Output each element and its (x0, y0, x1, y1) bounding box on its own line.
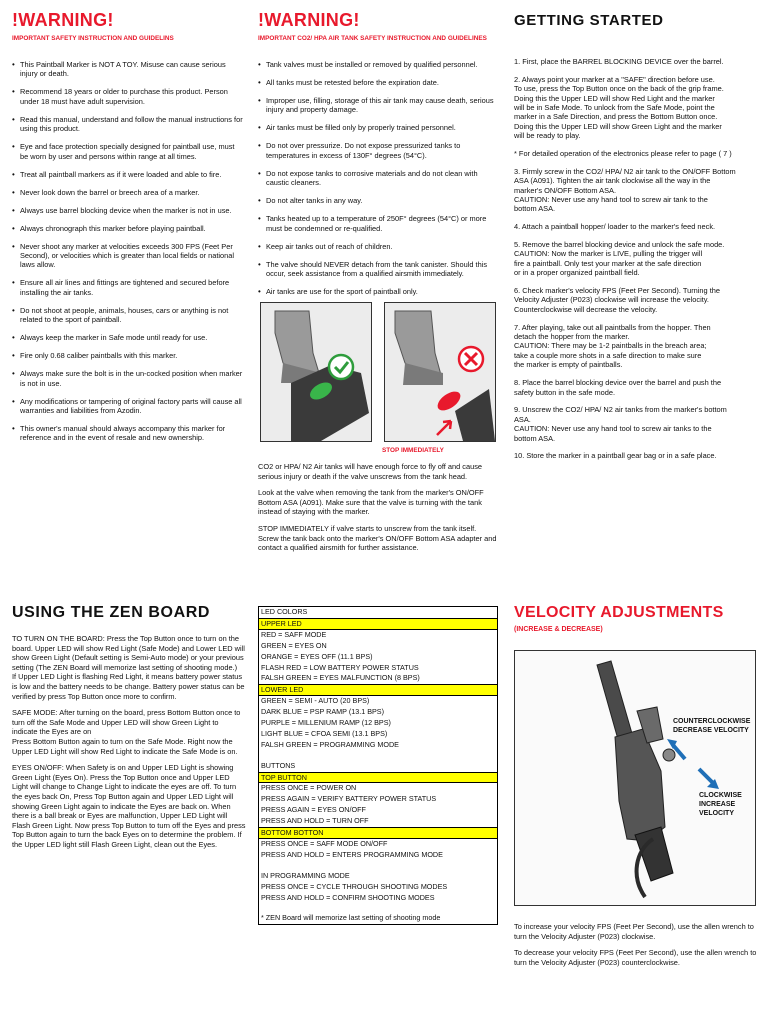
table-row: ORANGE = EYES OFF (11.1 BPS) (261, 651, 373, 661)
bullet-item: • This owner's manual should always accompany this marker for reference and in the event of resale and new ownership. (12, 424, 244, 443)
table-row: GREEN = SEMI - AUTO (20 BPS) (261, 696, 370, 706)
step-item: 5. Remove the barrel blocking device and unlock the safe mode. CAUTION: Now the marker is LIVE, pulling the trigger will fire a paintball. Only test your marker at the safe direction or in a proper organized paintball field. (514, 240, 725, 278)
bullet-item: • Do not shoot at people, animals, houses, cars or anything is not related to the sport of paintball. (12, 306, 244, 325)
bullet-item: • Never look down the barrel or breech area of a marker. (12, 188, 244, 197)
table-section-header: BOTTOM BOTTON (259, 827, 497, 839)
getting-started-steps (514, 57, 762, 461)
step-item: 6. Check marker's velocity FPS (Feet Per Second). Turning the Velocity Adjuster (P023) clockwise will increase the velocity. Counterclockwise will decrease the velocity. (514, 286, 720, 314)
bullet-item: • All tanks must be retested before the expiration date. (258, 78, 498, 87)
table-row: PRESS AND HOLD = TURN OFF (261, 816, 369, 826)
safety-bullet-list (12, 60, 244, 443)
table-row: IN PROGRAMMING MODE (261, 870, 350, 880)
step-item: 7. After playing, take out all paintballs from the hopper. Then detach the hopper from the marker. CAUTION: There may be 1-2 paintballs in the breach area; take a couple more shots in a safe direction to make sure the marker is empty of paintballs. (514, 322, 711, 370)
table-row: PRESS AND HOLD = ENTERS PROGRAMMING MODE (261, 849, 443, 859)
table-row (259, 751, 497, 761)
stop-immediately-label: STOP IMMEDIATELY (382, 447, 444, 454)
table-row: PRESS AND HOLD = CONFIRM SHOOTING MODES (261, 892, 435, 902)
velocity-adjuster-image (514, 650, 756, 906)
bullet-item: • Do not alter tanks in any way. (258, 196, 498, 205)
bullet-item: • Do not over pressurize. Do not expose pressurized tanks to temperatures in excess of 130F° degrees (54°C). (258, 141, 498, 160)
bullet-item: • Keep air tanks out of reach of children. (258, 242, 498, 251)
warning-title: !WARNING! (12, 10, 114, 30)
tank-warning-subtitle: IMPORTANT CO2/ HPA AIR TANK SAFETY INSTRUCTION AND GUIDELINES (258, 35, 487, 42)
bullet-item: • Always chronograph this marker before playing paintball. (12, 224, 244, 233)
table-row: GREEN = EYES ON (261, 640, 327, 650)
table-section-header: UPPER LED (259, 618, 497, 630)
bullet-item: • Read this manual, understand and follow the manual instructions for using this product. (12, 115, 244, 134)
bullet-item: • Tanks heated up to a temperature of 250F° degrees (54°C) or more must be condemned or re-qualified. (258, 214, 498, 233)
step-item: * For detailed operation of the electronics please refer to page ( 7 ) (514, 149, 732, 159)
table-row: LIGHT BLUE = CFOA SEMI (13.1 BPS) (261, 728, 388, 738)
paragraph: Look at the valve when removing the tank from the marker's ON/OFF Bottom ASA (A091). Make sure that the valve is turning with the tank instead of staying with the marker. (258, 488, 484, 517)
velocity-section (514, 604, 762, 633)
table-row: PRESS AGAIN = EYES ON/OFF (261, 805, 366, 815)
velocity-paragraphs (514, 922, 762, 974)
tank-incorrect-illustration (385, 303, 495, 441)
counterclockwise-label: COUNTERCLOCKWISE DECREASE VELOCITY (673, 718, 751, 734)
clockwise-label: CLOCKWISE INCREASE VELOCITY (699, 792, 742, 817)
table-row: PURPLE = MILLENIUM RAMP (12 BPS) (261, 718, 391, 728)
safety-warning-column (12, 10, 244, 451)
bullet-item: • Never shoot any marker at velocities exceeds 300 FPS (Feet Per Second), or velocities which is greater than local fields or national laws allow. (12, 242, 244, 270)
table-row: DARK BLUE = PSP RAMP (13.1 BPS) (261, 707, 384, 717)
table-row: FLASH RED = LOW BATTERY POWER STATUS (261, 662, 419, 672)
tank-correct-image (260, 302, 372, 442)
led-colors-table (258, 606, 498, 925)
table-row: * ZEN Board will memorize last setting of shooting mode (261, 913, 441, 923)
table-row (259, 903, 497, 913)
paragraph: To increase your velocity FPS (Feet Per Second), use the allen wrench to turn the Velocity Adjuster (P023) clockwise. (514, 922, 754, 941)
table-row: FALSH GREEN = EYES MALFUNCTION (8 BPS) (261, 673, 420, 683)
tank-correct-illustration (261, 303, 371, 441)
tank-paragraphs (258, 462, 498, 560)
bullet-item: • Recommend 18 years or older to purchase this product. Person under 18 must have adult supervision. (12, 87, 244, 106)
bullet-item: • Improper use, filling, storage of this air tank may cause death, serious injury and property damage. (258, 96, 498, 115)
table-section-header: TOP BUTTON (259, 772, 497, 784)
zen-board-section (12, 604, 246, 856)
velocity-subtitle: (INCREASE & DECREASE) (514, 626, 603, 633)
step-item: 9. Unscrew the CO2/ HPA/ N2 air tanks from the marker's bottom ASA. CAUTION: Never use any hand tool to screw air tanks to the bottom ASA. (514, 405, 727, 443)
getting-started-title: GETTING STARTED (514, 12, 664, 29)
bullet-item: • Eye and face protection specially designed for paintball use, must be worn by user and persons within range at all times. (12, 142, 244, 161)
table-row: PRESS ONCE = SAFF MODE ON/OFF (261, 839, 388, 849)
table-row: BUTTONS (261, 760, 296, 770)
bullet-item: • Air tanks are use for the sport of paintball only. (258, 287, 498, 296)
zen-board-title: USING THE ZEN BOARD (12, 604, 211, 621)
step-item: 8. Place the barrel blocking device over the barrel and push the safety button in the safe mode. (514, 378, 722, 397)
step-item: 10. Store the marker in a paintball gear bag or in a safe place. (514, 451, 717, 461)
bullet-item: • Always use barrel blocking device when the marker is not in use. (12, 206, 244, 215)
table-row: PRESS AGAIN = VERIFY BATTERY POWER STATUS (261, 794, 437, 804)
zen-board-paragraphs (12, 634, 246, 849)
paragraph: STOP IMMEDIATELY if valve starts to unscrew from the tank itself. Screw the tank back onto the marker's ON/OFF Bottom ASA adapter and contact a qualified airsmith for further assistance. (258, 523, 497, 553)
table-row: PRESS ONCE = POWER ON (261, 783, 357, 793)
bullet-item: • This Paintball Marker is NOT A TOY. Misuse can cause serious injury or death. (12, 60, 244, 79)
bullet-item: • Any modifications or tampering of original factory parts will cause all warranties and liabilities from Azodin. (12, 397, 244, 416)
table-row: FALSH GREEN = PROGRAMMING MODE (261, 739, 399, 749)
paragraph: TO TURN ON THE BOARD: Press the Top Button once to turn on the board. Upper LED will show Red Light (Safe Mode) and Lower LED will show Green Light (Default setting is Semi-Auto mode) or your previous setting (The ZEN Board will memorize last setting of shooting mode.) If Upper LED Light is flashing Red Light, it means battery power status is low and the battery needs to be change. Battery power status can be verified by press Top Button once more to confirm. (12, 634, 245, 701)
table-row: LED COLORS (261, 607, 308, 616)
step-item: 2. Always point your marker at a "SAFE" direction before use. To use, press the Top Button once on the back of the grip frame. Doing this the Upper LED will show Red Light and the marker will be in Safe Mode. To unlock from the Safe Mode, point the marker in a Safe Direction, and press the Bottom Button once. Doing this the Upper LED will show Green Light and the marker will be ready to play. (514, 74, 724, 141)
checkmark-icon (329, 355, 353, 379)
paragraph: CO2 or HPA/ N2 Air tanks will have enough force to fly off and cause serious injury or death if the valve unscrews from the tank head. (258, 462, 483, 481)
step-item: 1. First, place the BARREL BLOCKING DEVICE over the barrel. (514, 57, 724, 66)
bullet-item: • The valve should NEVER detach from the tank canister. Should this occur, seek assistance from a qualified airsmith immediately. (258, 260, 498, 279)
tank-incorrect-image (384, 302, 496, 442)
table-row (259, 861, 497, 871)
bullet-item: • Air tanks must be filled only by properly trained personnel. (258, 123, 498, 132)
getting-started-column (514, 12, 762, 469)
table-section-header: LOWER LED (259, 684, 497, 696)
bullet-item: • Ensure all air lines and fittings are tightened and secured before installing the air tanks. (12, 278, 244, 297)
step-item: 4. Attach a paintball hopper/ loader to the marker's feed neck. (514, 222, 716, 232)
bullet-item: • Treat all paintball markers as if it were loaded and able to fire. (12, 170, 244, 179)
marker-illustration (515, 651, 755, 905)
bullet-item: • Tank valves must be installed or removed by qualified personnel. (258, 60, 498, 69)
tank-warning-title: !WARNING! (258, 10, 360, 30)
paragraph: SAFE MODE: After turning on the board, press Bottom Button once to turn off the Safe Mode and Upper LED will show Green Light to indicate the Eyes are on Press Bottom Button again to turn on the Safe Mode. Right now the Upper LED Light will show Red Light to indicate the Safe Mode is on. (12, 708, 241, 756)
bullet-item: • Do not expose tanks to corrosive materials and do not clean with caustic cleaners. (258, 169, 498, 188)
warning-subtitle: IMPORTANT SAFETY INSTRUCTION AND GUIDELINS (12, 35, 174, 42)
tank-bullet-list (258, 60, 498, 296)
table-row: PRESS ONCE = CYCLE THROUGH SHOOTING MODES (261, 881, 448, 891)
bullet-item: • Fire only 0.68 caliber paintballs with this marker. (12, 351, 244, 360)
table-row: RED = SAFF MODE (261, 629, 327, 639)
paragraph: EYES ON/OFF: When Safety is on and Upper LED Light is showing Green Light (Eyes On). Press the Top Button once and Upper LED Light will change to Change Light to indicate the eyes are off. To turn the eyes back On, Press Top Button again and Upper LED Light will showing Green Light again to indicate the Eyes are back on. When there is a ball break or Eyes are malfunction, Upper LED Light will Flash Green Light. Now press Top Button to turn off the Eyes and press Top Button again to turn the back Eyes on to determine the problem. If the Upper LED light still Flash Green Light, clean out the Eyes. (12, 763, 246, 849)
bullet-item: • Always keep the marker in Safe mode until ready for use. (12, 333, 244, 342)
step-item: 3. Firmly screw in the CO2/ HPA/ N2 air tank to the ON/OFF Bottom ASA (A091). Tighten the air tank clockwise all the way in the marker's ON/OFF Bottom ASA. CAUTION: Never use any hand tool to screw air tank to the bottom ASA. (514, 166, 736, 214)
velocity-title: VELOCITY ADJUSTMENTS (514, 604, 724, 621)
paragraph: To decrease your velocity FPS (Feet Per Second), use the allen wrench to turn the Velocity Adjuster (P023) counterclockwise. (514, 948, 757, 967)
tank-warning-column (258, 10, 498, 305)
bullet-item: • Always make sure the bolt is in the un-cocked position when marker is not in use. (12, 369, 244, 388)
